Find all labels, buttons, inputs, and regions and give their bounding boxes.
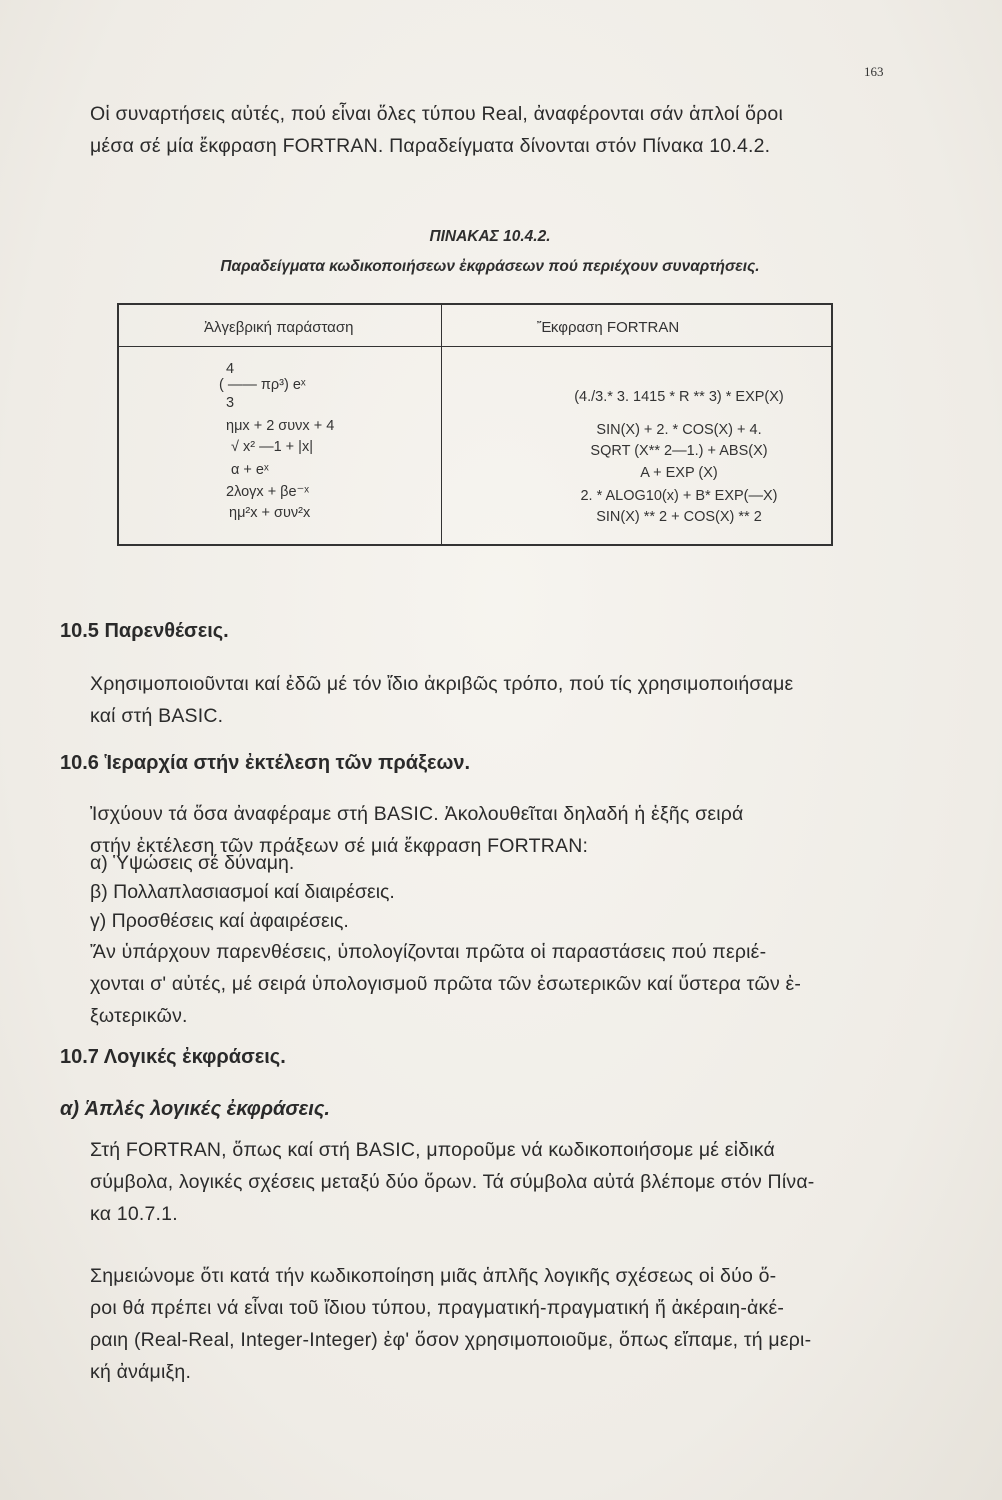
section-10-6-closing — [90, 936, 900, 1032]
table-cell-fortran: SIN(X) + 2. * COS(X) + 4. — [596, 422, 762, 438]
section-10-7-paragraph-1 — [90, 1134, 900, 1230]
table-cell-algebraic-denominator: 3 — [226, 395, 235, 411]
table-cell-algebraic-numerator: 4 — [226, 361, 235, 377]
table-cell-fortran: 2. * ALOG10(x) + B* EXP(—X) — [580, 488, 778, 504]
paragraph-line: Στή FORTRAN, ὅπως καί στή BASIC, μποροῦμε νά κωδικοποιήσομε μέ εἰδικά — [90, 1139, 775, 1161]
table-header-divider — [119, 346, 831, 347]
paragraph-line: Χρησιμοποιοῦνται καί ἐδῶ μέ τόν ἴδιο ἀκριβῶς τρόπο, πού τίς χρησιμοποιήσαμε — [90, 673, 794, 695]
list-item: α) Ὑψώσεις σέ δύναμη. — [90, 852, 295, 874]
section-10-5-paragraph — [90, 668, 900, 732]
table-subtitle: Παραδείγματα κωδικοποιήσεων ἐκφράσεων πού περιέχουν συναρτήσεις. — [220, 258, 760, 275]
intro-line: μέσα σέ μία ἔκφραση FORTRAN. Παραδείγματα δίνονται στόν Πίνακα 10.4.2. — [90, 135, 771, 157]
paragraph-line: σύμβολα, λογικές σχέσεις μεταξύ δύο ὅρων. Τά σύμβολα αὐτά βλέπομε στόν Πίνα- — [90, 1171, 815, 1193]
table-header-algebraic: Ἀλγεβρική παράσταση — [204, 319, 354, 336]
table-cell-algebraic: ημ²x + συν²x — [229, 505, 311, 521]
section-heading: 10.6 Ἱεραρχία στήν ἐκτέλεση τῶν πράξεων. — [60, 752, 471, 774]
section-heading: 10.7 Λογικές ἐκφράσεις. — [60, 1046, 286, 1068]
table-cell-fortran: A + EXP (X) — [640, 465, 718, 481]
table-header-fortran: Ἔκφραση FORTRAN — [537, 319, 680, 336]
paragraph-line: ραιη (Real-Real, Integer-Integer) ἐφ' ὅσον χρησιμοποιοῦμε, ὅπως εἴπαμε, τή μερι- — [90, 1329, 812, 1351]
table-cell-fortran: SIN(X) ** 2 + COS(X) ** 2 — [596, 509, 762, 525]
paragraph-line: κή ἀνάμιξη. — [90, 1361, 192, 1383]
list-item: β) Πολλαπλασιασμοί καί διαιρέσεις. — [90, 881, 395, 903]
paragraph-line: ξωτερικῶν. — [90, 1005, 188, 1027]
subsection-heading: α) Ἁπλές λογικές ἐκφράσεις. — [60, 1098, 330, 1120]
paragraph-line: χονται σ' αὐτές, μέ σειρά ὑπολογισμοῦ πρῶτα τῶν ἐσωτερικῶν καί ὕστερα τῶν ἐ- — [90, 973, 802, 995]
paragraph-line: Ἄν ὑπάρχουν παρενθέσεις, ὑπολογίζονται πρῶτα οἱ παραστάσεις πού περιέ- — [90, 941, 767, 963]
section-10-7-paragraph-2 — [90, 1260, 900, 1388]
list-item: γ) Προσθέσεις καί ἀφαιρέσεις. — [90, 910, 349, 932]
paragraph-line: κα 10.7.1. — [90, 1203, 178, 1225]
table-cell-algebraic: α + eˣ — [231, 462, 269, 478]
table-cell-algebraic: ημx + 2 συνx + 4 — [226, 418, 335, 434]
table-cell-algebraic: ( —— πρ³) eˣ — [219, 377, 306, 393]
intro-paragraph — [90, 98, 900, 162]
section-heading: 10.5 Παρενθέσεις. — [60, 620, 229, 642]
table-cell-algebraic: 2λογx + βe⁻ˣ — [226, 484, 309, 500]
table-cell-fortran: (4./3.* 3. 1415 * R ** 3) * EXP(X) — [574, 389, 784, 405]
table-cell-algebraic: √ x² —1 + |x| — [231, 439, 313, 455]
paragraph-line: ροι θά πρέπει νά εἶναι τοῦ ἴδιου τύπου, πραγματική-πραγματική ἤ ἀκέραιη-ἀκέ- — [90, 1297, 785, 1319]
intro-line: Οἱ συναρτήσεις αὐτές, πού εἶναι ὅλες τύπου Real, ἀναφέρονται σάν ἁπλοί ὅροι — [90, 103, 784, 125]
table-column-divider — [441, 305, 442, 544]
paragraph-line: στήν ἐκτέλεση τῶν πράξεων σέ μιά ἔκφραση FORTRAN: — [90, 835, 589, 857]
paragraph-line: καί στή BASIC. — [90, 705, 224, 727]
page-number: 163 — [864, 64, 884, 79]
functions-table — [117, 303, 833, 546]
table-cell-fortran: SQRT (X** 2—1.) + ABS(X) — [590, 443, 768, 459]
paragraph-line: Σημειώνομε ὅτι κατά τήν κωδικοποίηση μιᾶς ἁπλῆς λογικῆς σχέσεως οἱ δύο ὅ- — [90, 1265, 777, 1287]
paragraph-line: Ἰσχύουν τά ὅσα ἀναφέραμε στή BASIC. Ἀκολουθεῖται δηλαδή ἡ ἑξῆς σειρά — [90, 803, 744, 825]
table-title: ΠΙΝΑΚΑΣ 10.4.2. — [429, 228, 551, 245]
